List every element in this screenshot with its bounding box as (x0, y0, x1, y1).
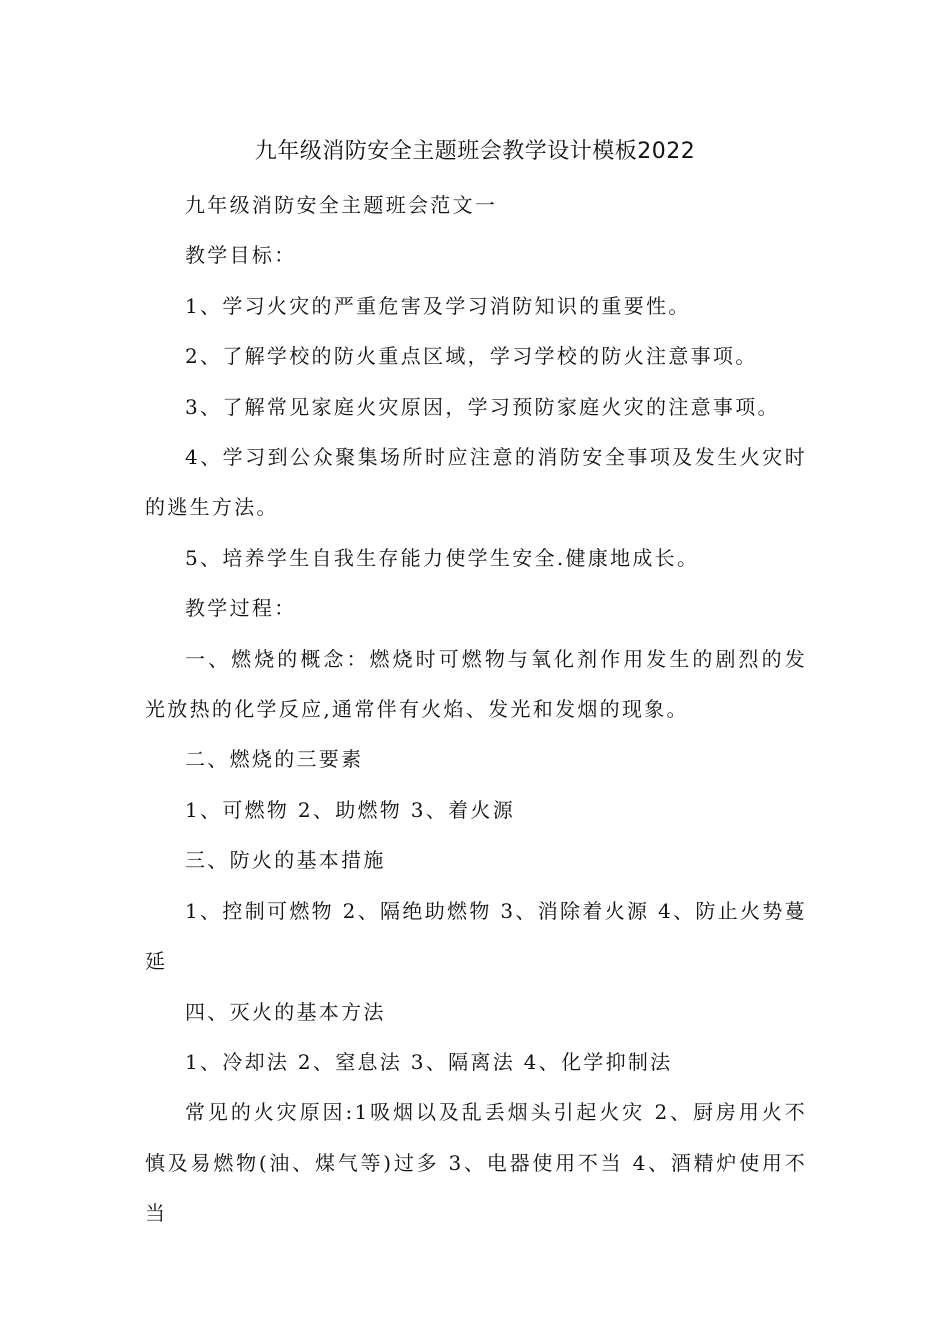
body-paragraph: 二、燃烧的三要素 (185, 747, 364, 772)
body-paragraph: 一、燃烧的概念：燃烧时可燃物与氧化剂作用发生的剧烈的发光放热的化学反应,通常伴有火焰、发光和发烟的现象。 (145, 646, 807, 722)
body-paragraph: 1、冷却法 2、窒息法 3、隔离法 4、化学抑制法 (185, 1049, 673, 1074)
body-paragraph: 1、控制可燃物 2、隔绝助燃物 3、消除着火源 4、防止火势蔓延 (145, 898, 807, 974)
subtitle-paragraph: 九年级消防安全主题班会范文一 (185, 193, 498, 217)
body-paragraph: 四、灭火的基本方法 (185, 999, 386, 1024)
section-heading-objectives: 教学目标： (185, 243, 297, 268)
document-title: 九年级消防安全主题班会教学设计模板2022 (254, 139, 696, 164)
objective-item: 1、学习火灾的严重危害及学习消防知识的重要性。 (185, 293, 691, 318)
objective-item: 5、培养学生自我生存能力使学生安全.健康地成长。 (185, 545, 700, 570)
objective-item: 4、学习到公众聚集场所时应注意的消防安全事项及发生火灾时的逃生方法。 (145, 445, 807, 520)
section-heading-process: 教学过程： (185, 596, 297, 621)
body-paragraph: 1、可燃物 2、助燃物 3、着火源 (185, 797, 515, 822)
objective-item: 2、了解学校的防火重点区域，学习学校的防火注意事项。 (185, 344, 758, 369)
objective-item: 3、了解常见家庭火灾原因，学习预防家庭火灾的注意事项。 (185, 394, 780, 419)
document-body (145, 180, 807, 1239)
body-paragraph: 常见的火灾原因:1吸烟以及乱丢烟头引起火灾 2、厨房用火不慎及易燃物(油、煤气等)过多 3、电器使用不当 4、酒精炉使用不当 (145, 1100, 807, 1226)
body-paragraph: 三、防火的基本措施 (185, 848, 386, 873)
